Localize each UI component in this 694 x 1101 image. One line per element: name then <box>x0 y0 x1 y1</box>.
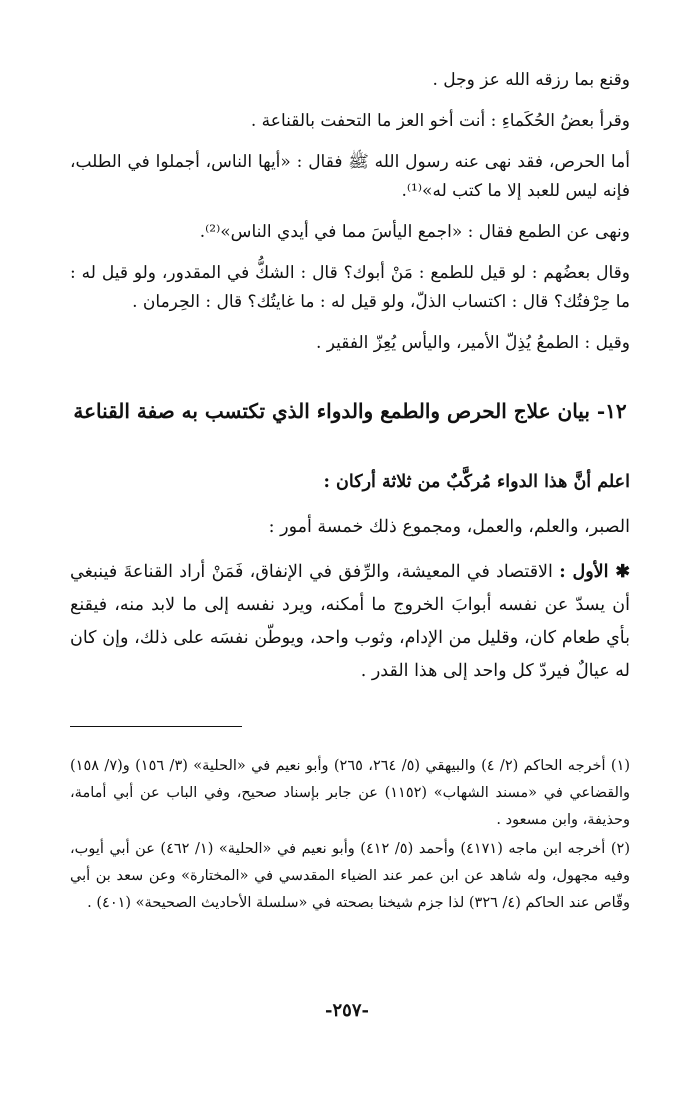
page-body <box>70 66 630 919</box>
paragraph-covetousness-hadith: ونهى عن الطمع فقال : «اجمع اليأسَ مما في أيدي الناس»⁽²⁾. <box>199 222 630 242</box>
paragraph-greed-parable: وقال بعضُهم : لو قيل للطمع : مَنْ أبوك؟ قال : الشكُّ في المقدور، ولو قيل له : ما حِرْفتُك؟ قال : اكتساب الذلّ، ولو قيل له : ما غايتُك؟ قال : الحِرمان . <box>70 263 630 312</box>
intro-statement: اعلم أنَّ هذا الدواء مُركَّبٌ من ثلاثة أركان : <box>323 472 630 492</box>
first-matter-paragraph <box>70 556 630 688</box>
footnote-divider <box>70 726 242 727</box>
paragraph-greed-hadith: أما الحرص، فقد نهى عنه رسول الله ﷺ فقال : «أيها الناس، أجملوا في الطلب، فإنه ليس للعبد إلا ما كتب له»⁽¹⁾. <box>70 152 630 201</box>
page-number: -٢٥٧- <box>325 1000 369 1021</box>
paragraph-saying: وقيل : الطمعُ يُذِلّ الأمير، واليأس يُعِزّ الفقير . <box>315 333 630 353</box>
footnote-2: (٢) أخرجه ابن ماجه (٤١٧١) وأحمد (٥/ ٤١٢) وأبو نعيم في «الحلية» (١/ ٤٦٢) عن أبي أيوب، وفيه مجهول، وله شاهد عن ابن عمر عند الضياء المقدسي في «المختارة» وعن سعد بن أبي وقّاص عند الحاكم (٤/ ٣٢٦) لذا جزم شيخنا بصحته في «سلسلة الأحاديث الصحيحة» (٤٠١) . <box>70 841 630 911</box>
paragraph-wise-saying: وقرأ بعضُ الحُكَماءِ : أنت أخو العز ما التحفت بالقناعة . <box>250 111 630 131</box>
first-matter-label: ✱ الأول : <box>559 562 630 582</box>
section-heading: ١٢- بيان علاج الحرص والطمع والدواء الذي تكتسب به صفة القناعة <box>73 399 627 423</box>
paragraph-contentment: وقنع بما رزقه الله عز وجل . <box>432 70 630 90</box>
pillars-statement: الصبر، والعلم، والعمل، ومجموع ذلك خمسة أمور : <box>268 517 630 537</box>
footnote-1: (١) أخرجه الحاكم (٢/ ٤) والبيهقي (٥/ ٢٦٤، ٢٦٥) وأبو نعيم في «الحلية» (٣/ ١٥٦) و(٧/ ١٥٨) والقضاعي في «مسند الشهاب» (١١٥٢) عن جابر بإسناد صحيح، وفي الباب عن أبي أمامة، وحذيفة، وابن مسعود . <box>70 758 631 828</box>
first-matter-text: الاقتصاد في المعيشة، والرِّفق في الإنفاق، فَمَنْ أراد القناعةَ فينبغي أن يسدّ عن نفسه أبوابَ الخروج ما أمكنه، ويرد نفسه إلى ما لابد منه، فيقنع بأي طعام كان، وقليل من الإدام، وثوب واحد، ويوطّن نفسَه على ذلك، وإن كان له عيالٌ فيردّ كل واحد إلى هذا القدر . <box>70 562 630 681</box>
